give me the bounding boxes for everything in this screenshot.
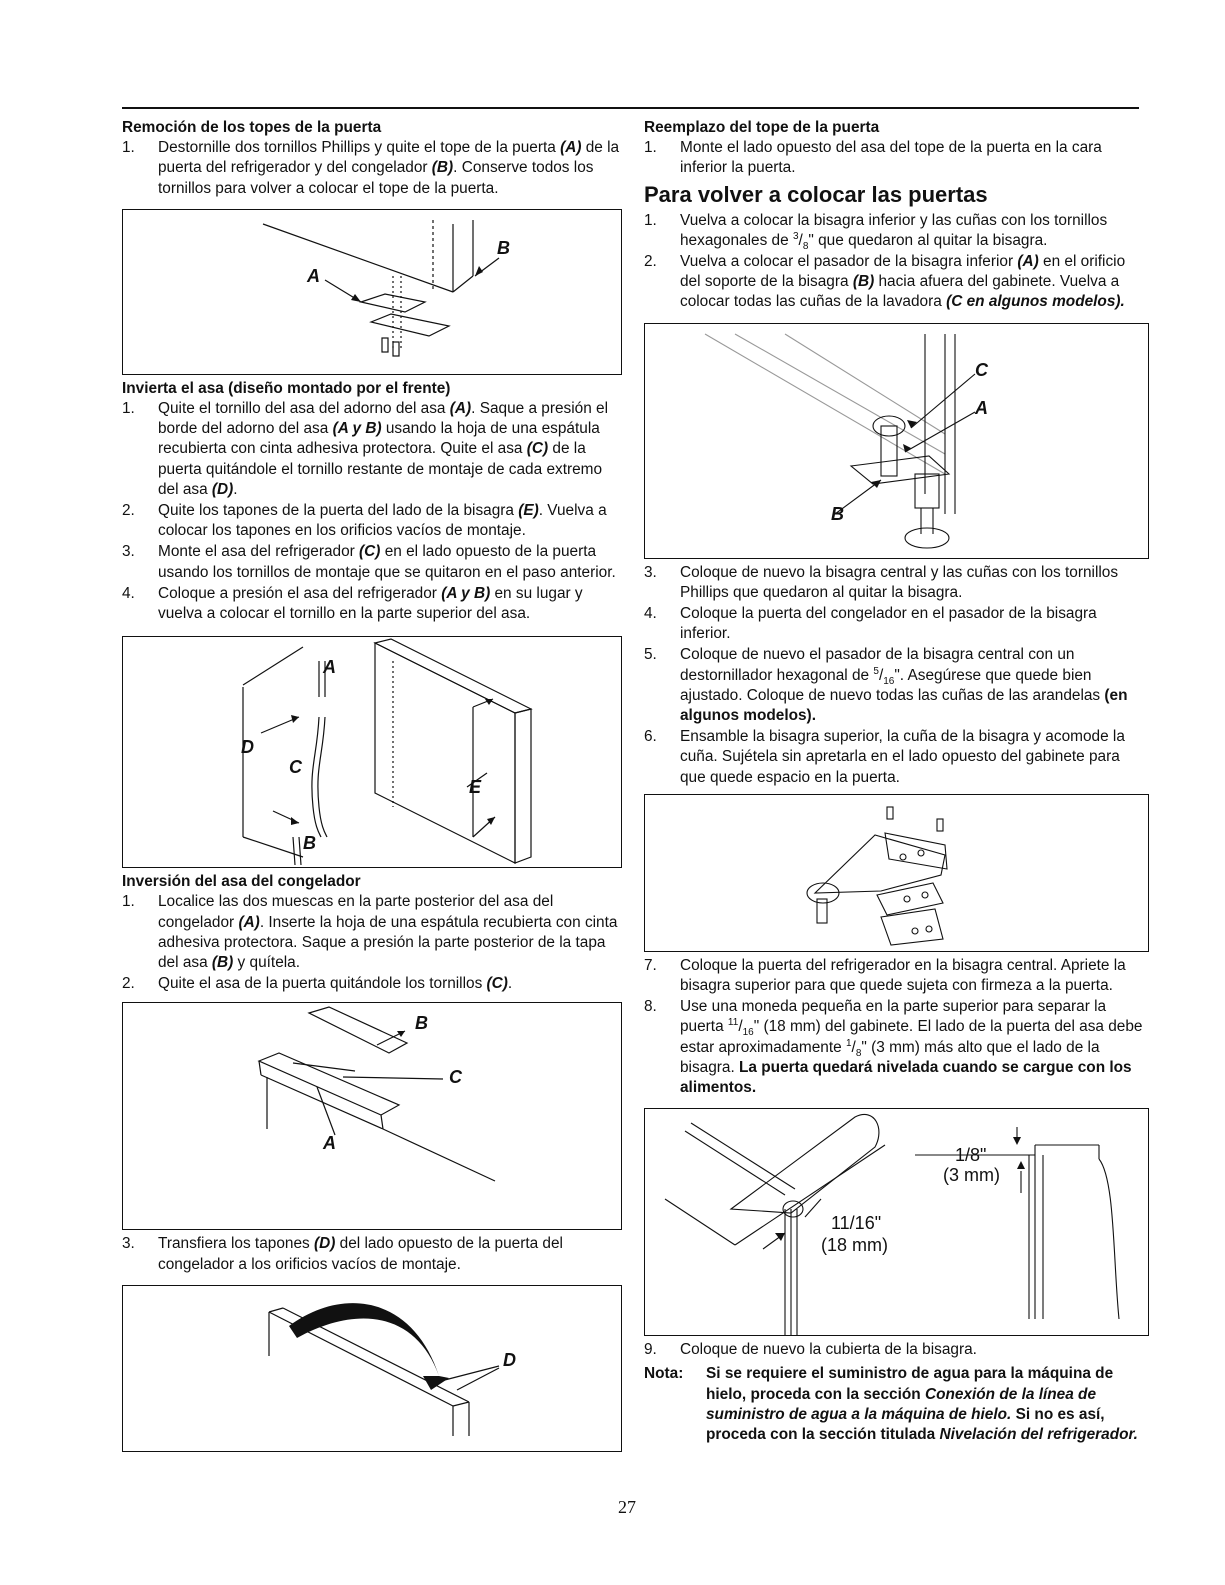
- step-item: 5. Coloque de nuevo el pasador de la bisagra central con un destornillador hexagonal de $^5/_{16}$". Asegúrese que quede bien ajustado. Coloque de nuevo todas las cuñas de las arandelas (en algunos modelos).: [644, 646, 1128, 725]
- label-b: B: [831, 503, 844, 524]
- label-c: C: [289, 757, 302, 778]
- figure-door-alignment: [644, 1108, 1149, 1336]
- step-item: 7. Coloque la puerta del refrigerador en la bisagra central. Apriete la bisagra superior para que quede sujeta con firmeza a la puerta.: [644, 956, 1126, 995]
- step-item: 4. Coloque a presión el asa del refrigerador (A y B) en su lugar y vuelva a colocar el tornillo en la parte superior del asa.: [122, 584, 583, 623]
- figure-door-stop-removal: [122, 209, 622, 375]
- step-item: 4. Coloque la puerta del congelador en el pasador de la bisagra inferior.: [644, 605, 1097, 643]
- step-item: 9. Coloque de nuevo la cubierta de la bisagra.: [644, 1341, 977, 1359]
- note: Nota: Si se requiere el suministro de agua para la máquina de hielo, proceda con la sección Conexión de la línea de suministro de agua a la máquina de hielo. Si no es así, proceda con la sección titulada Nivelación del refrigerador.: [644, 1365, 1138, 1444]
- label-c: C: [449, 1067, 462, 1088]
- step-item: 2. Vuelva a colocar el pasador de la bisagra inferior (A) en el orificio del soporte de la bisagra (B) hacia afuera del gabinete. Vuelva a colocar todas las cuñas de la lavadora (C en algunos modelos).: [644, 253, 1126, 311]
- measure-18mm: (18 mm): [821, 1235, 888, 1256]
- steps-list: [644, 211, 1149, 313]
- measure-11-16: 11/16": [831, 1213, 882, 1234]
- step-item: 8. Use una moneda pequeña en la parte superior para separar la puerta $^{11}/_{16}$" (18 mm) del gabinete. El lado de la puerta del asa debe estar aproximadamente $^1/_8$" (3 mm) más alto que el lado de la bisagra. La puerta quedará nivelada cuando se cargue con los alimentos.: [644, 998, 1143, 1097]
- step-item: 1. Destornille dos tornillos Phillips y quite el tope de la puerta (A) de la puerta del refrigerador y del congelador (B). Conserve todos los tornillos para volver a colocar el tope de la puerta.: [122, 139, 620, 197]
- steps-list: [644, 563, 1149, 788]
- step-item: 2. Quite el asa de la puerta quitándole los tornillos (C).: [122, 975, 513, 993]
- figure-upper-hinge: [644, 794, 1149, 952]
- steps-list: [644, 956, 1149, 1098]
- measure-3mm: (3 mm): [943, 1165, 1000, 1186]
- steps-list: [122, 892, 622, 994]
- left-column: [122, 118, 622, 1456]
- steps-list: [122, 399, 622, 624]
- page-number: 27: [618, 1497, 636, 1517]
- label-a: A: [307, 265, 320, 286]
- figure-plug-transfer: [122, 1285, 622, 1452]
- step-item: 2. Quite los tapones de la puerta del lado de la bisagra (E). Vuelva a colocar los tapones en los orificios vacíos de montaje.: [122, 502, 607, 540]
- figure-handle-reversal: [122, 636, 622, 868]
- label-c: C: [975, 359, 988, 380]
- step-item: 1. Monte el lado opuesto del asa del tope de la puerta en la cara inferior la puerta.: [644, 139, 1102, 177]
- steps-list: [122, 138, 622, 199]
- step-item: 6. Ensamble la bisagra superior, la cuña de la bisagra y acomode la cuña. Sujétela sin apretarla en el lado opuesto del gabinete para que quede espacio en la puerta.: [644, 728, 1125, 786]
- section-heading: Para volver a colocar las puertas: [644, 181, 988, 207]
- steps-list: [644, 1340, 1149, 1360]
- label-d: D: [503, 1349, 516, 1370]
- right-column: [644, 118, 1149, 1445]
- section-title: Inversión del asa del congelador: [122, 873, 361, 891]
- step-item: 1. Quite el tornillo del asa del adorno del asa (A). Saque a presión el borde del adorno del asa (A y B) usando la hoja de una espátula recubierta con cinta adhesiva protectora. Quite el asa (C) de la puerta quitándole el tornillo restante de montaje de cada extremo del asa (D).: [122, 400, 609, 498]
- label-b: B: [303, 833, 316, 854]
- steps-list: [122, 1234, 622, 1274]
- figure-freezer-handle: [122, 1002, 622, 1230]
- label-e: E: [469, 777, 482, 798]
- step-item: 3. Monte el asa del refrigerador (C) en el lado opuesto de la puerta usando los tornillos de montaje que se quitaron en el paso anterior.: [122, 543, 616, 581]
- section-title: Reemplazo del tope de la puerta: [644, 119, 880, 136]
- step-item: 1. Vuelva a colocar la bisagra inferior y las cuñas con los tornillos hexagonales de $^3/_8$" que quedaron al quitar la bisagra.: [644, 211, 1108, 252]
- label-a: A: [975, 397, 988, 418]
- section-title: Remoción de los topes de la puerta: [122, 119, 382, 136]
- note-label: Nota:: [644, 1365, 684, 1383]
- label-a: A: [323, 657, 336, 678]
- label-b: B: [497, 237, 510, 258]
- label-b: B: [415, 1013, 428, 1034]
- label-d: D: [241, 737, 254, 758]
- step-item: 3. Transfiera los tapones (D) del lado opuesto de la puerta del congelador a los orificios vacíos de montaje.: [122, 1235, 563, 1273]
- step-item: 3. Coloque de nuevo la bisagra central y las cuñas con los tornillos Phillips que quedaron al quitar la bisagra.: [644, 563, 1119, 601]
- label-a: A: [323, 1133, 336, 1154]
- step-item: 1. Localice las dos muescas en la parte posterior del asa del congelador (A). Inserte la hoja de una espátula recubierta con cinta adhesiva protectora. Saque a presión la parte posterior de la tapa del asa (B) y quítela.: [122, 893, 618, 972]
- section-title: Invierta el asa (diseño montado por el frente): [122, 379, 451, 397]
- figure-lower-hinge: [644, 323, 1149, 559]
- top-rule: [122, 107, 1139, 109]
- steps-list: [644, 138, 1149, 178]
- measure-1-8: 1/8": [955, 1145, 987, 1166]
